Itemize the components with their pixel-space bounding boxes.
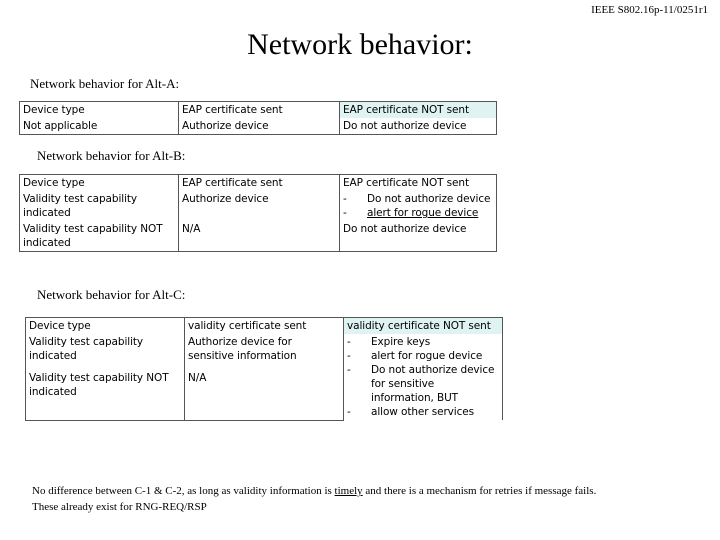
cell-sent: N/A: [185, 370, 344, 420]
cell-device: Validity test capability indicated: [26, 334, 185, 370]
bullet-dash: -: [347, 336, 351, 348]
bullet-dash: -: [347, 364, 351, 376]
header-device-type: Device type: [20, 102, 179, 119]
footnote-emphasis: timely: [334, 485, 363, 497]
header-device-type: Device type: [20, 175, 179, 192]
list-item: Expire keys: [371, 336, 431, 348]
cell-device: Not applicable: [20, 118, 179, 135]
table-row: [20, 118, 497, 135]
footnote-text: No difference between C-1 & C-2, as long as validity information is: [32, 485, 332, 497]
header-eap-not-sent: EAP certificate NOT sent: [340, 102, 497, 119]
cell-device: Validity test capability NOT indicated: [26, 370, 185, 420]
table-row: [20, 191, 497, 221]
bullet-dash: -: [343, 207, 347, 219]
header-validity-sent: validity certificate sent: [185, 318, 344, 335]
cell-not-sent: [344, 334, 503, 420]
footnote-line-1: [32, 483, 712, 499]
cell-sent: Authorize device: [179, 118, 340, 135]
table-header-row: [20, 175, 497, 192]
cell-sent: Authorize device for sensitive information: [185, 334, 344, 370]
alt-b-table: [19, 174, 497, 252]
alt-c-table: [25, 317, 503, 421]
alt-c-label: Network behavior for Alt-C:: [37, 287, 186, 302]
cell-not-sent: Do not authorize device: [340, 221, 497, 252]
table-header-row: [20, 102, 497, 119]
cell-not-sent: Do not authorize device: [340, 118, 497, 135]
header-eap-sent: EAP certificate sent: [179, 175, 340, 192]
alt-a-table: [19, 101, 497, 135]
alt-b-label: Network behavior for Alt-B:: [37, 148, 186, 163]
list-item: Do not authorize device for sensitive information, BUT: [371, 364, 495, 404]
list-item: alert for rogue device: [367, 207, 479, 219]
cell-device: Validity test capability indicated: [20, 191, 179, 221]
alt-a-label: Network behavior for Alt-A:: [30, 76, 180, 91]
list-item: allow other services: [371, 406, 475, 418]
cell-sent: N/A: [179, 221, 340, 252]
document-reference: IEEE S802.16p-11/0251r1: [591, 4, 708, 16]
footnote: [32, 483, 712, 515]
bullet-dash: -: [347, 350, 351, 362]
table-header-row: [26, 318, 503, 335]
header-eap-not-sent: EAP certificate NOT sent: [340, 175, 497, 192]
header-eap-sent: EAP certificate sent: [179, 102, 340, 119]
cell-not-sent: [340, 191, 497, 221]
footnote-line-2: These already exist for RNG-REQ/RSP: [32, 501, 207, 513]
table-row: [26, 334, 503, 370]
footnote-text: and there is a mechanism for retries if message fails.: [365, 485, 597, 497]
cell-device: Validity test capability NOT indicated: [20, 221, 179, 252]
bullet-dash: -: [343, 193, 347, 205]
header-validity-not-sent: validity certificate NOT sent: [344, 318, 503, 335]
cell-sent: Authorize device: [179, 191, 340, 221]
bullet-dash: -: [347, 406, 351, 418]
list-item: alert for rogue device: [371, 350, 483, 362]
table-row: [20, 221, 497, 252]
page-title: Network behavior:: [247, 28, 473, 61]
list-item: Do not authorize device: [367, 193, 491, 205]
header-device-type: Device type: [26, 318, 185, 335]
